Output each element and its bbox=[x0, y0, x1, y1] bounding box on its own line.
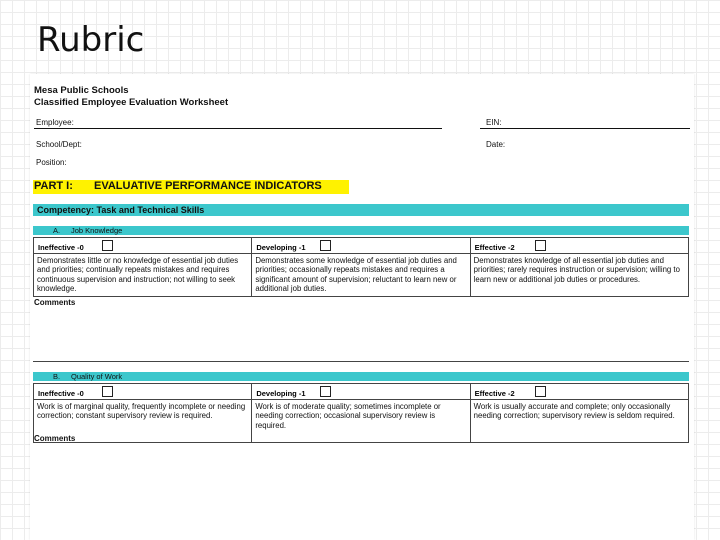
date-label: Date: bbox=[486, 140, 506, 149]
section-title: Quality of Work bbox=[71, 372, 123, 381]
level-label: Developing -1 bbox=[256, 389, 306, 398]
level-description: Work is of moderate quality; sometimes incomplete or needing correction; occasional supervisory review is required. bbox=[255, 402, 441, 430]
slide-title: Rubric bbox=[37, 20, 145, 60]
part-title: EVALUATIVE PERFORMANCE INDICATORS bbox=[94, 180, 322, 192]
comments-label-job-knowledge: Comments bbox=[34, 298, 76, 307]
level-label: Developing -1 bbox=[256, 243, 306, 252]
worksheet-title: Classified Employee Evaluation Worksheet bbox=[34, 97, 229, 108]
level-label: Effective -2 bbox=[474, 243, 515, 252]
level-description: Work is usually accurate and complete; only occasionally needing correction; supervisory review is seldom required. bbox=[473, 402, 675, 421]
level-description: Demonstrates some knowledge of essential job duties and priorities; occasionally repeats mistakes and requires a significant amount of supervision; reluctant to learn new or additional job duties. bbox=[255, 256, 457, 293]
section-letter: A. bbox=[53, 226, 61, 235]
rubric-cell-ineffective bbox=[34, 238, 252, 296]
section-band-quality-of-work bbox=[33, 372, 689, 381]
organization-name: Mesa Public Schools bbox=[34, 85, 129, 96]
part-heading bbox=[33, 180, 349, 194]
employee-line[interactable] bbox=[34, 128, 442, 129]
section-letter: B. bbox=[53, 372, 61, 381]
competency-band: Competency: Task and Technical Skills bbox=[33, 204, 689, 216]
comments-line[interactable] bbox=[33, 361, 689, 362]
evaluation-worksheet bbox=[30, 74, 694, 540]
rubric-cell-developing bbox=[252, 238, 470, 296]
level-label: Effective -2 bbox=[474, 389, 515, 398]
checkbox-icon[interactable] bbox=[102, 240, 113, 251]
level-description: Demonstrates little or no knowledge of essential job duties and priorities; continually repeats mistakes and requires continuous supervision and instruction; not willing to seek knowledge. bbox=[37, 256, 239, 293]
rubric-cell-developing bbox=[252, 384, 470, 442]
position-label: Position: bbox=[36, 158, 67, 167]
employee-label: Employee: bbox=[36, 118, 74, 127]
rubric-cell-effective bbox=[471, 384, 688, 442]
ein-label: EIN: bbox=[486, 118, 502, 127]
checkbox-icon[interactable] bbox=[320, 386, 331, 397]
comments-label-quality-of-work: Comments bbox=[34, 434, 76, 443]
level-label: Ineffective -0 bbox=[38, 243, 84, 252]
checkbox-icon[interactable] bbox=[320, 240, 331, 251]
rubric-cell-effective bbox=[471, 238, 688, 296]
checkbox-icon[interactable] bbox=[535, 386, 546, 397]
section-band-job-knowledge bbox=[33, 226, 689, 235]
ein-line[interactable] bbox=[480, 128, 690, 129]
rubric-grid-job-knowledge bbox=[33, 237, 689, 297]
level-description: Work is of marginal quality, frequently incomplete or needing correction; constant supervisory review is required. bbox=[37, 402, 246, 421]
section-title: Job Knowledge bbox=[71, 226, 123, 235]
part-label: PART I: bbox=[34, 180, 73, 192]
level-label: Ineffective -0 bbox=[38, 389, 84, 398]
rubric-grid-quality-of-work bbox=[33, 383, 689, 443]
level-description: Demonstrates knowledge of all essential job duties and priorities; rarely requires instruction or supervision; willing to learn new or additional job duties or procedures. bbox=[473, 256, 680, 284]
school-dept-label: School/Dept: bbox=[36, 140, 82, 149]
checkbox-icon[interactable] bbox=[535, 240, 546, 251]
checkbox-icon[interactable] bbox=[102, 386, 113, 397]
